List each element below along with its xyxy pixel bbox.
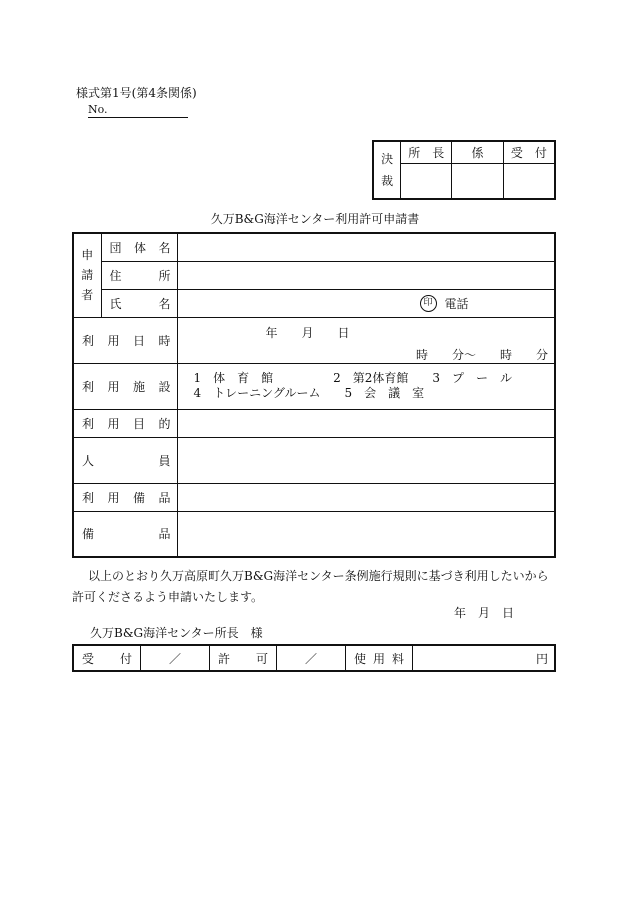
no-label: No. xyxy=(88,103,108,116)
approval-col-staff: 係 xyxy=(452,141,503,163)
yen-label: 円 xyxy=(535,651,548,666)
fee-field[interactable] xyxy=(413,645,556,671)
approval-stamp-director[interactable] xyxy=(401,163,452,199)
org-name-label: 団 体 名 xyxy=(109,240,171,255)
equipment-label: 利 用 備 品 xyxy=(82,490,171,505)
equipment-field[interactable] xyxy=(177,483,555,511)
permit-label: 許 可 xyxy=(218,651,268,666)
name-field[interactable] xyxy=(177,289,555,317)
office-use-table xyxy=(72,644,556,672)
application-table xyxy=(72,232,556,558)
remarks-field[interactable] xyxy=(177,511,555,557)
usage-date-line: 年 月 日 xyxy=(265,325,350,340)
received-label: 受 付 xyxy=(82,651,132,666)
fee-label: 使 用 料 xyxy=(354,651,404,666)
document-number-field[interactable] xyxy=(88,103,188,118)
form-title: 久万B&G海洋センター利用許可申請書 xyxy=(210,212,420,226)
name-label: 氏 名 xyxy=(109,296,171,311)
facility-options-line1: 1 体 育 館 2 第2体育館 3 プ ー ル xyxy=(193,371,513,385)
received-date-field[interactable] xyxy=(141,645,210,671)
received-slash: ／ xyxy=(168,651,181,666)
usage-datetime-label: 利 用 日 時 xyxy=(82,333,171,348)
usage-time-line: 時 分〜 時 分 xyxy=(415,347,548,362)
approval-stamp-reception[interactable] xyxy=(503,163,555,199)
approval-label: 決 裁 xyxy=(373,141,401,199)
permit-slash: ／ xyxy=(304,651,317,666)
addressee: 久万B&G海洋センター所長 様 xyxy=(90,626,263,640)
facility-label: 利 用 施 設 xyxy=(82,379,171,394)
org-name-field[interactable] xyxy=(177,233,555,261)
application-statement: 以上のとおり久万高原町久万B&G海洋センター条例施行規則に基づき利用したいから許可くださるよう申請いたします。 xyxy=(72,569,549,604)
purpose-label: 利 用 目 的 xyxy=(82,416,171,431)
approval-stamp-staff[interactable] xyxy=(452,163,503,199)
address-field[interactable] xyxy=(177,261,555,289)
approval-box xyxy=(372,140,556,200)
usage-datetime-field[interactable] xyxy=(177,317,555,363)
facility-options-line2: 4 トレーニングルーム 5 会 議 室 xyxy=(193,386,425,400)
phone-label: 電話 xyxy=(444,296,469,311)
remarks-label: 備 品 xyxy=(82,527,171,542)
application-date[interactable]: 年 月 日 xyxy=(454,606,515,620)
form-number: 様式第1号(第4条関係) xyxy=(76,86,197,100)
permit-date-field[interactable] xyxy=(277,645,346,671)
address-label: 住 所 xyxy=(109,268,171,283)
facility-options[interactable] xyxy=(177,363,555,409)
purpose-field[interactable] xyxy=(177,409,555,437)
people-count-label: 人 員 xyxy=(82,453,171,468)
people-count-field[interactable] xyxy=(177,437,555,483)
approval-col-reception: 受 付 xyxy=(503,141,555,163)
seal-icon: 印 xyxy=(420,295,437,312)
applicant-group-label: 申 請 者 xyxy=(73,233,101,317)
approval-col-director: 所 長 xyxy=(401,141,452,163)
